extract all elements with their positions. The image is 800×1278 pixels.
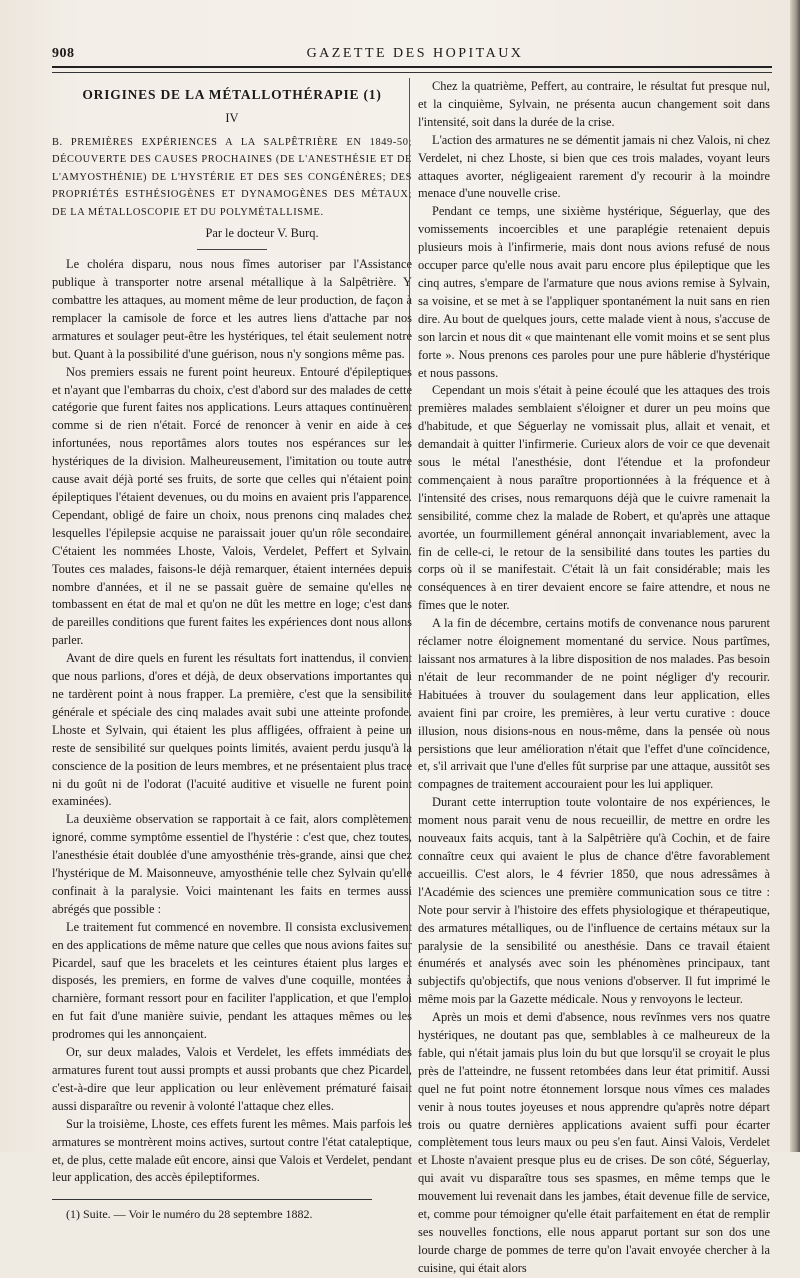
paragraph: Nos premiers essais ne furent point heureux. Entouré d'épileptiques et n'ayant que l'embarras du choix, c'est d'abord sur des malades de cette catégorie que furent faites nos applications. Leurs attaques continuèrent comme si de rien n'était. Forcé de renoncer à venir en aide à ces infortunées, nous reportâmes alors toutes nos espérances sur les hystériques de la division. Malheureusement, l'imitation ou toute autre cause avait déjà porté ses fruits, de sorte que celles qui n'étaient point épileptiques l'étaient devenues, ou du moins en avaient pris l'apparence. Cependant, obligé de faire un choix, nous prenons cinq malades chez lesquelles l'épilepsie acquise ne paraissait jouer qu'un rôle secondaire. C'étaient les nommées Lhoste, Valois, Verdelet, Peffert et Sylvain. Toutes ces malades, faisons-le déjà remarquer, étaient internées depuis nombre d'années, et il ne se passait guère de semaine qu'elles ne tombassent en état de mal et qu'on ne dût les mettre en loge; c'est dans de pareilles conditions que furent faites les expériences dont nous allons parler. (52, 364, 412, 648)
header-rule (52, 66, 772, 68)
left-column (52, 78, 412, 1224)
footnote-rule (52, 1199, 372, 1200)
column-divider (409, 78, 410, 1126)
header-rule-thin (52, 72, 772, 73)
paragraph: Le choléra disparu, nous nous fîmes autoriser par l'Assistance publique à transporter notre arsenal métallique à la Salpêtrière. Y combattre les attaques, au moment même de leur production, de façon à remplacer la camisole de force et les autres liens d'attache par nos armatures et soulager peut-être les hystériques, tel était seulement notre but. Quant à la possibilité d'une guérison, nous n'y songions même pas. (52, 257, 412, 361)
article-title: ORIGINES DE LA MÉTALLOTHÉRAPIE (1) (82, 87, 382, 102)
footnote: (1) Suite. — Voir le numéro du 28 septembre 1882. (66, 1207, 313, 1222)
right-column (418, 78, 770, 1278)
running-title: GAZETTE DES HOPITAUX (306, 46, 524, 61)
article-byline: Par le docteur V. Burq. (205, 226, 319, 241)
paragraph: Avant de dire quels en furent les résultats fort inattendus, il convient que nous parlions, d'ores et déjà, de deux observations importantes qui ne tardèrent point à nous frapper. La première, c'est que la sensibilité générale et spéciale des cinq malades avait subi une atteinte profonde. Lhoste et Sylvain, qui étaient les plus affligées, offraient à peine un reste de sensibilité sur quelques points limités, avaient perdu jusqu'à la conscience de la position de leurs membres, et ne présentaient plus trace ni du goût ni de l'odorat (l'acuité auditive et visuelle ne furent point examinées). (52, 651, 412, 809)
page-binding-edge (790, 0, 800, 1152)
article-part-number: IV (225, 110, 239, 125)
paragraph: Sur la troisième, Lhoste, ces effets furent les mêmes. Mais parfois les armatures se montrèrent moins actives, surtout contre l'état cataleptique, et, de plus, cette malade eût encore, ainsi que Valois et Verdelet, pendant leur application, des accès épileptiformes. (52, 1116, 412, 1185)
page-header (52, 46, 778, 66)
paragraph: La deuxième observation se rapportait à ce fait, alors complètement ignoré, comme symptôme essentiel de l'hystérie : c'est que, chez toutes, l'anesthésie était doublée d'une amyosthénie très-grande, ainsi que chez l'hystérique de M. Maisonneuve, amyosthénie telle chez Sylvain qu'elle confinait à la paralysie. Voici maintenant les faits en termes aussi abrégés que possible : (52, 812, 412, 916)
article-subheading: B. PREMIÈRES EXPÉRIENCES A LA SALPÊTRIÈRE EN 1849-50; DÉCOUVERTE DES CAUSES PROCHAINES (DE L'ANESTHÉSIE ET DE L'AMYOSTHÉNIE) DE L'HYSTÉRIE ET DES SES CONGÉNÈRES; DES PROPRIÉTÉS ESTHÉSIOGÈNES ET DYNAMOGÈNES DES MÉTAUX; DE LA MÉTALLOSCOPIE ET DU POLYMÉTALLISME. (52, 136, 412, 218)
page-number: 908 (52, 46, 75, 61)
paragraph: Après un mois et demi d'absence, nous revînmes vers nos quatre hystériques, ne doutant pas que, semblables à ce malheureux de la fable, qui n'était jamais plus loin du but que lorsqu'il se croyait le plus près de l'atteindre, ne fussent retombées dans leur état primitif. Aussi quel ne fut point notre étonnement lorsque nous vîmes ces malades venir à nous toutes joyeuses et nous apprendre qu'après notre départ trois ou quatre dernières applications avaient suffi pour écarter complètement tous leurs maux ou peu s'en faut. Ainsi Valois, Verdelet et Lhoste n'avaient presque plus eu de crises. De son côté, Séguerlay, qui avait vu disparaître tous ses spasmes, en même temps que le mouvement lui revenait dans les jambes, était devenue fille de service, et, comme pour témoigner qu'elle était parfaitement en état de remplir ses nouvelles fonctions, elle nous apparut portant sur son dos une lourde charge de pommes de terre qu'on l'avait envoyée chercher à la cuisine, qui était alors (418, 1010, 770, 1275)
paragraph: A la fin de décembre, certains motifs de convenance nous parurent réclamer notre éloignement momentané du service. Nous partîmes, laissant nos armatures à la libre disposition de nos malades. Pas besoin n'était de leur recommander de ne point négliger d'y recourir. Habituées à trouver du soulagement dans leur application, elles avaient fini par croire, les premières, à leur vertu curative : douce illusion, nous disions-nous en nous-même, dans la pensée où nous persistions que leur amélioration n'était que l'effet d'une coïncidence, et, s'il arrivait que l'une d'elles fût surprise par une attaque, aussitôt ses compagnes de traitement accouraient pour les lui appliquer. (418, 616, 770, 792)
paragraph: Pendant ce temps, une sixième hystérique, Séguerlay, que des vomissements incoercibles et une paraplégie retenaient depuis plusieurs mois à l'infirmerie, mais dont nous avions refusé de nous occuper parce qu'elle nous avait paru encore plus épileptique que les cinq autres, s'empare de l'armature que nous avions remise à Sylvain, sa voisine, et se met à se l'appliquer spontanément la nuit sans en rien dire. Au bout de quelques jours, cette malade vient à nous, s'accuse de son larcin et nous dit « que maintenant elle vomit moins et se sent plus forte ». Nous prenons ces paroles pour une pure hâblerie d'hystérique et nous passons. (418, 204, 770, 380)
paragraph: Chez la quatrième, Peffert, au contraire, le résultat fut presque nul, et la cinquième, Sylvain, ne présenta aucun changement soit dans l'intensité, soit dans la durée de la crise. (418, 79, 770, 129)
paragraph: Cependant un mois s'était à peine écoulé que les attaques des trois premières malades semblaient s'éloigner et durer un peu moins que d'habitude, et que Séguerlay ne vomissait plus, allait et venait, et demandait à quitter l'infirmerie. Curieux alors de voir ce que devenait sous le métal l'anesthésie, dont l'étendue et la profondeur commençaient à nous paraître proportionnées à la fréquence et à l'intensité des crises, nous remarquons déjà que le cuivre ramenait la sensibilité, comme chez la malade de Robert, et qu'après une attaque avortée, un fourmillement général annonçait invariablement, avec la fin de celle-ci, le retour de la sensibilité dans toutes les parties du corps où il se manifestait. C'était là un fait considérable; mais les conséquences à en tirer devaient encore se faire attendre, et nous ne fîmes que le noter. (418, 383, 770, 613)
paragraph: Or, sur deux malades, Valois et Verdelet, les effets immédiats des armatures furent tout aussi prompts et aussi probants que chez Picardel, c'est-à-dire que leur application ou leur enlèvement prématuré faisait aussi disparaître ou revenir à volonté l'attaque chez elles. (52, 1045, 412, 1113)
paragraph: Le traitement fut commencé en novembre. Il consista exclusivement en des applications de même nature que celles que nous avions faites sur Picardel, sauf que les bracelets et les ceintures étaient plus larges et disposés, les premiers, en forme de valves d'une coquille, montées à charnière, formant ressort pour en faciliter l'application, et que l'emploi en fut fait d'une manière suivie, pendant les attaques mêmes ou les prodromes qui les annonçaient. (52, 919, 412, 1042)
paragraph: Durant cette interruption toute volontaire de nos expériences, le moment nous parait venu de nous recueillir, de mettre en ordre les nouveaux faits acquis, tant à la Salpêtrière qu'à Cochin, et de faire connaître ceux qui avaient le plus de chance d'être favorablement accueillis. C'est alors, le 4 février 1850, que nous adressâmes à l'Académie des sciences une première communication sous ce titre : Note pour servir à l'histoire des effets physiologique et thérapeutique, des armatures métalliques, ou de l'influence de certains métaux sur la paralysie de la sensibilité ou anesthésie. Dans ce travail étaient énumérés et analysés avec soin les phénomènes principaux, tant subjectifs qu'objectifs, que nous venions d'observer. Il fut imprimé le même mois par la Gazette médicale. Nous y renvoyons le lecteur. (418, 795, 770, 1007)
paragraph: L'action des armatures ne se démentit jamais ni chez Valois, ni chez Verdelet, ni chez Lhoste, si bien que ces trois malades, voyant leurs attaques avorter, négligeaient rarement d'y recourir à la moindre menace d'une nouvelle crise. (418, 132, 770, 201)
